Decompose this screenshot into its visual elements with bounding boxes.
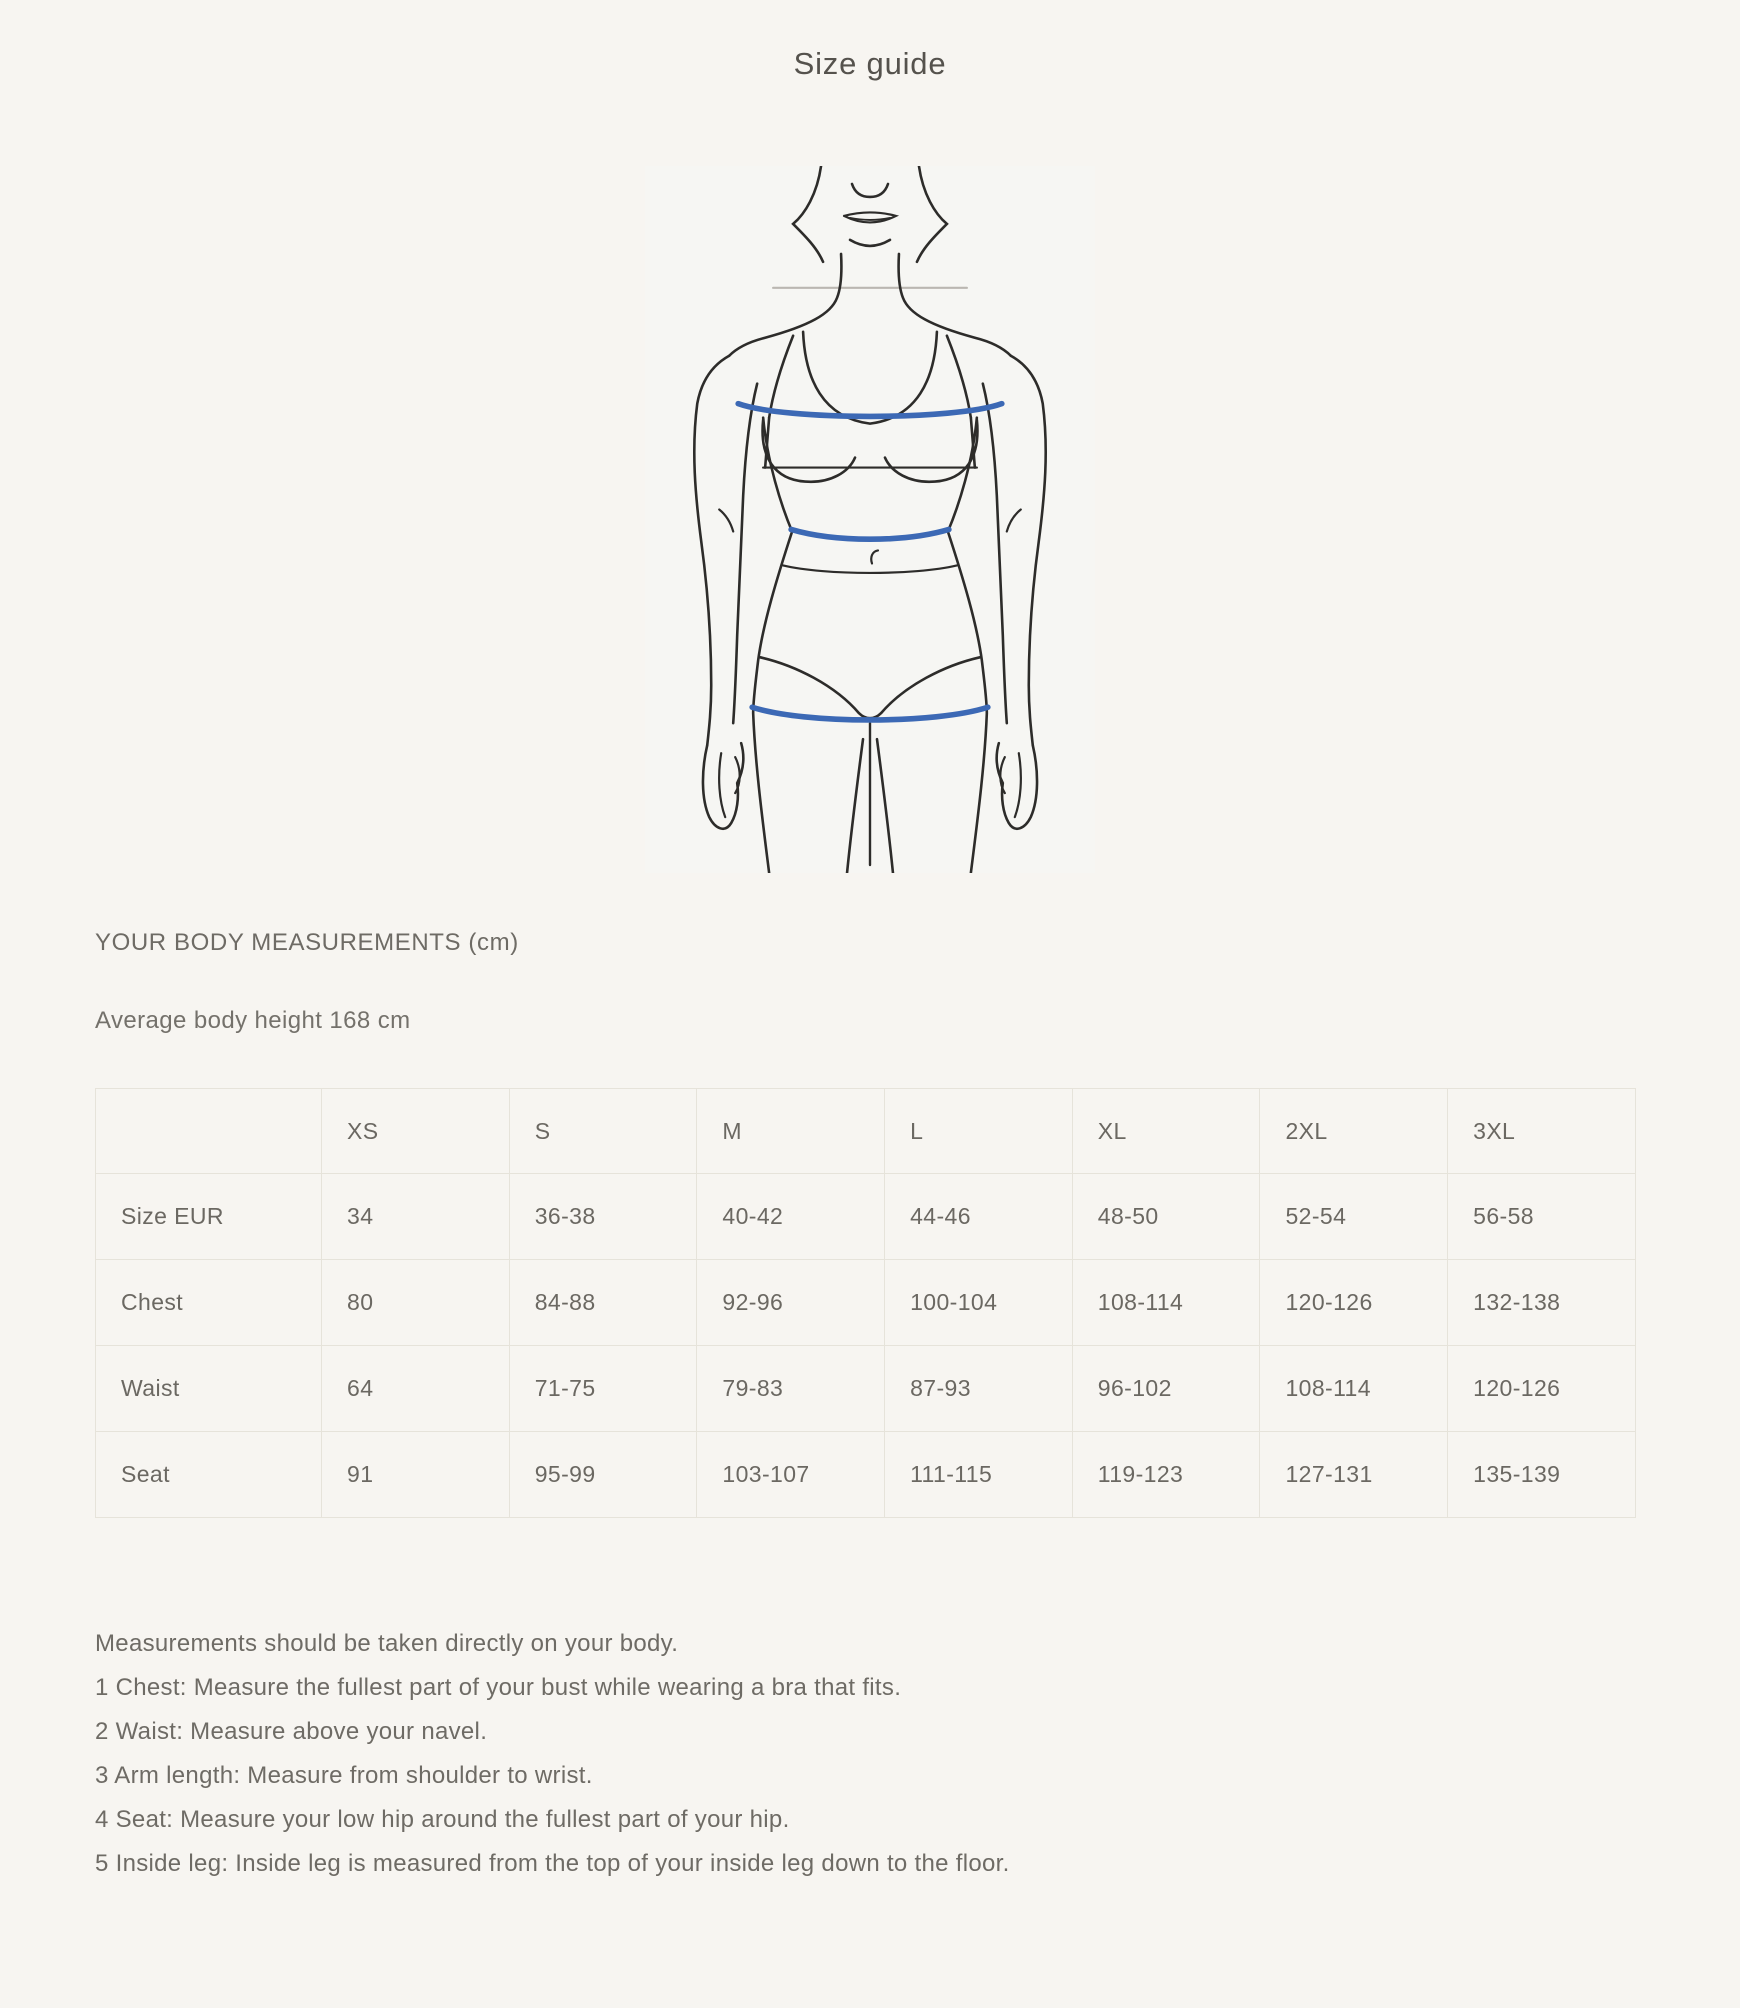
note-line: Measurements should be taken directly on your body. [95, 1630, 679, 1657]
page-title: Size guide [793, 46, 947, 81]
table-cell: 132-138 [1448, 1260, 1636, 1346]
table-row-waist [96, 1346, 1636, 1432]
seat-measure-line [752, 707, 988, 720]
size-table-header-row [96, 1089, 1636, 1174]
table-cell: 91 [322, 1432, 510, 1518]
table-cell: 79-83 [697, 1346, 885, 1432]
header-cell-blank [96, 1089, 322, 1174]
body-measurement-figure [645, 166, 1095, 873]
table-cell: 127-131 [1260, 1432, 1448, 1518]
table-cell: 34 [322, 1174, 510, 1260]
table-cell: 56-58 [1448, 1174, 1636, 1260]
table-cell: 92-96 [697, 1260, 885, 1346]
table-cell: 96-102 [1072, 1346, 1260, 1432]
header-cell-xl: XL [1072, 1089, 1260, 1174]
table-cell: 80 [322, 1260, 510, 1346]
table-cell: 36-38 [509, 1174, 697, 1260]
table-cell: 84-88 [509, 1260, 697, 1346]
header-cell-m: M [697, 1089, 885, 1174]
table-cell: 95-99 [509, 1432, 697, 1518]
table-cell: 108-114 [1072, 1260, 1260, 1346]
note-line: 2 Waist: Measure above your navel. [95, 1718, 488, 1745]
row-label: Seat [96, 1432, 322, 1518]
table-cell: 48-50 [1072, 1174, 1260, 1260]
table-row-seat [96, 1432, 1636, 1518]
table-cell: 111-115 [885, 1432, 1073, 1518]
note-line: 3 Arm length: Measure from shoulder to wrist. [95, 1762, 593, 1789]
table-cell: 100-104 [885, 1260, 1073, 1346]
chest-measure-line [738, 404, 1002, 417]
table-cell: 120-126 [1448, 1346, 1636, 1432]
row-label: Size EUR [96, 1174, 322, 1260]
table-cell: 87-93 [885, 1346, 1073, 1432]
table-cell: 103-107 [697, 1432, 885, 1518]
table-cell: 52-54 [1260, 1174, 1448, 1260]
row-label: Chest [96, 1260, 322, 1346]
note-line: 5 Inside leg: Inside leg is measured from the top of your inside leg down to the floor. [95, 1850, 1010, 1877]
note-line: 1 Chest: Measure the fullest part of your bust while wearing a bra that fits. [95, 1674, 902, 1701]
table-row-size-eur [96, 1174, 1636, 1260]
table-cell: 108-114 [1260, 1346, 1448, 1432]
header-cell-2xl: 2XL [1260, 1089, 1448, 1174]
table-cell: 64 [322, 1346, 510, 1432]
table-row-chest [96, 1260, 1636, 1346]
row-label: Waist [96, 1346, 322, 1432]
table-cell: 71-75 [509, 1346, 697, 1432]
table-cell: 40-42 [697, 1174, 885, 1260]
note-line: 4 Seat: Measure your low hip around the fullest part of your hip. [95, 1806, 790, 1833]
average-height-text: Average body height 168 cm [95, 1007, 411, 1034]
body-figure-illustration [645, 166, 1095, 873]
table-cell: 44-46 [885, 1174, 1073, 1260]
header-cell-3xl: 3XL [1448, 1089, 1636, 1174]
size-table [95, 1088, 1636, 1518]
table-cell: 120-126 [1260, 1260, 1448, 1346]
table-cell: 135-139 [1448, 1432, 1636, 1518]
measurements-heading: YOUR BODY MEASUREMENTS (cm) [95, 929, 519, 956]
header-cell-xs: XS [322, 1089, 510, 1174]
header-cell-s: S [509, 1089, 697, 1174]
waist-measure-line [791, 529, 949, 539]
header-cell-l: L [885, 1089, 1073, 1174]
table-cell: 119-123 [1072, 1432, 1260, 1518]
measurement-notes [95, 1622, 1645, 1886]
